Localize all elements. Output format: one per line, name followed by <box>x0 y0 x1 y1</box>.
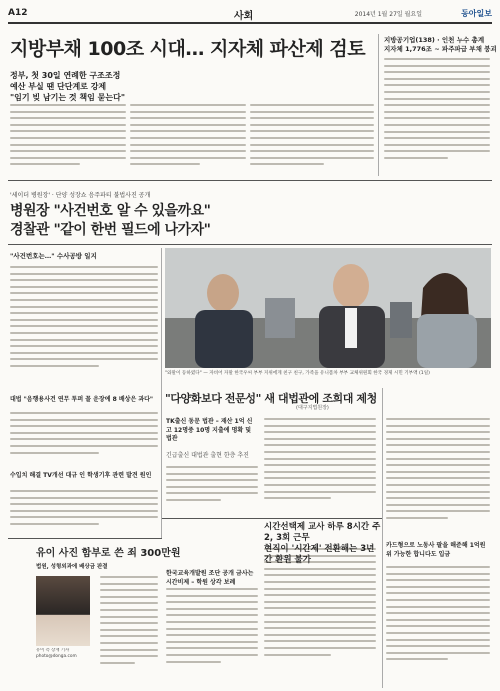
body-text-line <box>250 117 374 119</box>
body-text-line <box>166 621 258 623</box>
news-photo <box>165 248 491 368</box>
body-text-line <box>386 652 490 654</box>
body-text-line <box>10 124 126 126</box>
body-text-line <box>264 601 376 603</box>
body-text-line <box>166 486 258 488</box>
body-text-line <box>10 157 126 159</box>
issue-date: 2014년 1월 27일 월요일 <box>354 11 422 18</box>
body-text-line <box>100 583 158 585</box>
body-text-line <box>10 104 126 106</box>
section-divider <box>8 538 162 539</box>
article-headline-line: 시간선택제 교사 하루 8시간 주2, 3회 근무 <box>264 522 381 543</box>
body-text-line <box>386 645 490 647</box>
body-text-line <box>10 432 158 434</box>
body-text-line <box>386 606 490 608</box>
body-text-line <box>250 150 374 152</box>
side-headline-line: 지자체 1,776조 ~ 파주파급 부채 붕괴 <box>384 45 497 53</box>
side-headline <box>384 36 497 54</box>
lower-subhead: 법원, 성형외과에 배상금 판결 <box>36 564 108 570</box>
body-text-line <box>250 163 324 165</box>
body-text-line <box>100 662 135 664</box>
body-text-line <box>386 444 490 446</box>
body-text-line <box>264 647 376 649</box>
body-text-line <box>384 58 490 60</box>
body-text-line <box>264 588 376 590</box>
body-text-line <box>384 137 490 139</box>
body-text-line <box>166 654 258 656</box>
section-divider <box>8 244 492 245</box>
section-divider <box>8 180 492 181</box>
body-text-line <box>384 84 490 86</box>
body-text-line <box>384 157 448 159</box>
body-text-line <box>386 592 490 594</box>
body-text-line <box>384 144 490 146</box>
column-divider <box>378 34 379 176</box>
body-text-line <box>166 499 221 501</box>
body-text-line <box>384 65 490 67</box>
body-text-line <box>166 595 258 597</box>
body-text-line <box>250 130 374 132</box>
body-text-line <box>10 516 158 518</box>
body-text-line <box>10 452 99 454</box>
body-text-line <box>166 492 258 494</box>
left-article-headline: 대법 "음행용사건 연무 투퍼 꼴 운장에 8 배상은 과다" <box>10 396 154 403</box>
top-subhead <box>10 70 160 103</box>
body-text-line <box>386 458 490 460</box>
photo-illustration <box>165 248 491 368</box>
column-divider <box>382 388 383 688</box>
body-text-line <box>264 614 376 616</box>
body-text-line <box>384 91 490 93</box>
body-text-line <box>250 111 374 113</box>
body-text-line <box>250 137 374 139</box>
body-text-line <box>384 71 490 73</box>
body-text-line <box>166 661 221 663</box>
article-headline-line: 현직이 '시간제' 전환해는 3년간 환원 불가 <box>264 544 375 565</box>
body-text-line <box>130 111 246 113</box>
top-subhead-line: 정부, 첫 30일 연례한 구조조정 <box>10 71 121 80</box>
body-text-line <box>10 286 158 288</box>
body-text-line <box>264 491 376 493</box>
body-text-line <box>10 438 158 440</box>
left-article-headline-2: 수입치 해결 TV개선 대규 인 학생기후 관련 발견 원인 <box>10 472 152 479</box>
body-text-line <box>264 471 376 473</box>
body-text-line <box>264 640 376 642</box>
body-text-line <box>264 444 376 446</box>
body-text-line <box>130 104 246 106</box>
body-text-line <box>250 104 374 106</box>
body-text-line <box>10 412 158 414</box>
article-subhead: 긴급출신 대법관 출현 한층 추진 <box>166 452 249 459</box>
body-text-line <box>100 589 158 591</box>
body-text-line <box>10 137 126 139</box>
body-text-line <box>386 579 490 581</box>
body-text-line <box>10 345 158 347</box>
body-text-line <box>386 491 490 493</box>
body-text-line <box>386 464 490 466</box>
body-text-line <box>166 588 258 590</box>
body-text-line <box>264 477 376 479</box>
body-text-line <box>10 445 158 447</box>
body-text-line <box>386 504 490 506</box>
body-text-line <box>130 163 200 165</box>
body-text-line <box>264 464 376 466</box>
body-text-line <box>100 596 158 598</box>
body-text-line <box>386 619 490 621</box>
body-text-line <box>166 473 258 475</box>
body-text-line <box>264 581 376 583</box>
section-divider <box>162 518 382 519</box>
body-text-line <box>386 451 490 453</box>
body-text-line <box>10 523 99 525</box>
portrait-photo <box>36 576 90 646</box>
body-text-line <box>10 117 126 119</box>
body-text-line <box>100 622 158 624</box>
feature-headline-2: 경찰관 "같이 한번 필드에 나가자" <box>10 222 211 238</box>
body-text-line <box>10 312 158 314</box>
article-headline: 카드형으로 노동사 팔을 해준해 1억원 위 가능한 합니다도 입금 <box>386 542 486 558</box>
page-number: A12 <box>8 8 28 18</box>
body-text-line <box>264 634 376 636</box>
body-text-line <box>264 607 376 609</box>
body-text-line <box>386 484 490 486</box>
body-text-line <box>386 438 490 440</box>
body-text-line <box>386 510 490 512</box>
body-text-line <box>10 419 158 421</box>
body-text-line <box>10 425 158 427</box>
body-text-line <box>10 273 158 275</box>
body-text-line <box>250 124 374 126</box>
body-text-line <box>130 137 246 139</box>
body-text-line <box>100 616 158 618</box>
top-subhead-line: 예산 부실 땐 단단계로 강제 <box>10 82 107 91</box>
body-text-line <box>166 634 258 636</box>
body-text-line <box>130 157 246 159</box>
body-text-line <box>264 484 376 486</box>
body-text-line <box>166 628 258 630</box>
body-text-line <box>264 418 376 420</box>
body-text-line <box>10 497 158 499</box>
body-text-line <box>10 299 158 301</box>
body-text-line <box>100 642 158 644</box>
body-text-line <box>10 365 99 367</box>
body-text-line <box>264 451 376 453</box>
body-text-line <box>10 266 158 268</box>
body-text-line <box>130 124 246 126</box>
middle-headline: "다양화보다 전문성" 새 대법관에 조희대 제청 <box>165 392 377 405</box>
body-text-line <box>166 466 258 468</box>
body-text-line <box>10 144 126 146</box>
body-text-line <box>10 111 126 113</box>
top-headline: 지방부채 100조 시대… 지자체 파산제 검토 <box>10 38 366 60</box>
body-text-line <box>10 339 158 341</box>
body-text-line <box>384 111 490 113</box>
body-text-line <box>386 632 490 634</box>
photo-caption: "와말이 등하였다" — 자비어 자말 한국우씨 부부 지위에게 친구 친구, 가족을 유니폼차 부부 교체위원회 한국 경제 시민 기부액 (1일) <box>165 371 430 376</box>
body-text-line <box>130 144 246 146</box>
body-text-line <box>264 594 376 596</box>
body-text-line <box>384 131 490 133</box>
body-text-line <box>130 130 246 132</box>
body-text-line <box>386 625 490 627</box>
body-text-line <box>100 609 158 611</box>
body-text-line <box>386 599 490 601</box>
body-text-line <box>10 352 158 354</box>
body-text-line <box>130 117 246 119</box>
body-text-line <box>10 130 126 132</box>
body-text-line <box>384 124 490 126</box>
body-text-line <box>100 635 158 637</box>
body-text-line <box>386 573 490 575</box>
body-text-line <box>100 576 158 578</box>
masthead <box>8 6 492 24</box>
body-text-line <box>386 418 490 420</box>
body-text-line <box>264 621 376 623</box>
body-text-line <box>264 574 376 576</box>
body-text-line <box>130 150 246 152</box>
body-text-line <box>264 425 376 427</box>
body-text-line <box>166 608 258 610</box>
body-text-line <box>386 612 490 614</box>
middle-headline-sub: (대구지법원장) <box>296 405 329 411</box>
body-text-line <box>264 458 376 460</box>
article-headline: TK출신 동문 법관 – 재산 1억 신고 12명중 10명 지출에 명확 및 법관 <box>166 418 253 442</box>
photo-credit: 유이 측 장재 기자 photo@donga.com <box>36 648 77 659</box>
body-text-line <box>10 332 158 334</box>
column-divider <box>161 248 162 538</box>
body-text-line <box>166 647 258 649</box>
body-text-line <box>264 438 376 440</box>
body-text-line <box>384 117 490 119</box>
feature-section-label: "사건번호는…" 수사공방 일지 <box>10 252 97 260</box>
body-text-line <box>384 98 490 100</box>
body-text-line <box>10 490 158 492</box>
body-text-line <box>250 144 374 146</box>
body-text-line <box>166 641 258 643</box>
body-text-line <box>264 568 376 570</box>
body-text-line <box>264 654 331 656</box>
body-text-line <box>10 163 80 165</box>
article-headline: 한국교육개발원 조단 공개 금사는 시간비제 – 학원 상각 보례 <box>166 570 254 586</box>
body-text-line <box>10 358 158 360</box>
body-text-line <box>166 479 258 481</box>
body-text-line <box>10 292 158 294</box>
body-text-line <box>166 614 258 616</box>
body-text-line <box>384 150 490 152</box>
body-text-line <box>386 517 448 519</box>
body-text-line <box>250 157 374 159</box>
body-text-line <box>386 586 490 588</box>
lower-headline: 유이 사진 함부로 쓴 죄 300만원 <box>36 548 181 559</box>
body-text-line <box>100 655 158 657</box>
feature-kicker: '세이더 병원장' · 단양 성장쇼 음주파티 불법사진 공개 <box>10 192 151 199</box>
body-text-line <box>386 425 490 427</box>
body-text-line <box>100 649 158 651</box>
newspaper-logo: 동아일보 <box>461 9 492 18</box>
body-text-line <box>264 497 331 499</box>
body-text-line <box>10 510 158 512</box>
body-text-line <box>100 602 158 604</box>
body-text-line <box>100 629 158 631</box>
body-text-line <box>386 658 448 660</box>
body-text-line <box>386 639 490 641</box>
body-text-line <box>386 477 490 479</box>
body-text-line <box>264 431 376 433</box>
body-text-line <box>384 78 490 80</box>
body-text-line <box>10 319 158 321</box>
body-text-line <box>386 497 490 499</box>
section-title: 사회 <box>234 11 254 22</box>
body-text-line <box>264 627 376 629</box>
body-text-line <box>386 471 490 473</box>
body-text-line <box>10 279 158 281</box>
body-text-line <box>166 601 258 603</box>
body-text-line <box>10 306 158 308</box>
body-text-line <box>10 503 158 505</box>
article-headline-big <box>264 522 382 566</box>
body-text-line <box>384 104 490 106</box>
body-text-line <box>10 150 126 152</box>
side-headline-line: 지방공기업(138) · 인천 누수 총계 <box>384 36 485 44</box>
feature-headline-1: 병원장 "사건번호 알 수 있을까요" <box>10 203 211 219</box>
top-subhead-line: "임기 빚 남기는 것 책임 묻는다" <box>10 93 125 102</box>
body-text-line <box>386 566 490 568</box>
body-text-line <box>386 431 490 433</box>
body-text-line <box>10 325 158 327</box>
